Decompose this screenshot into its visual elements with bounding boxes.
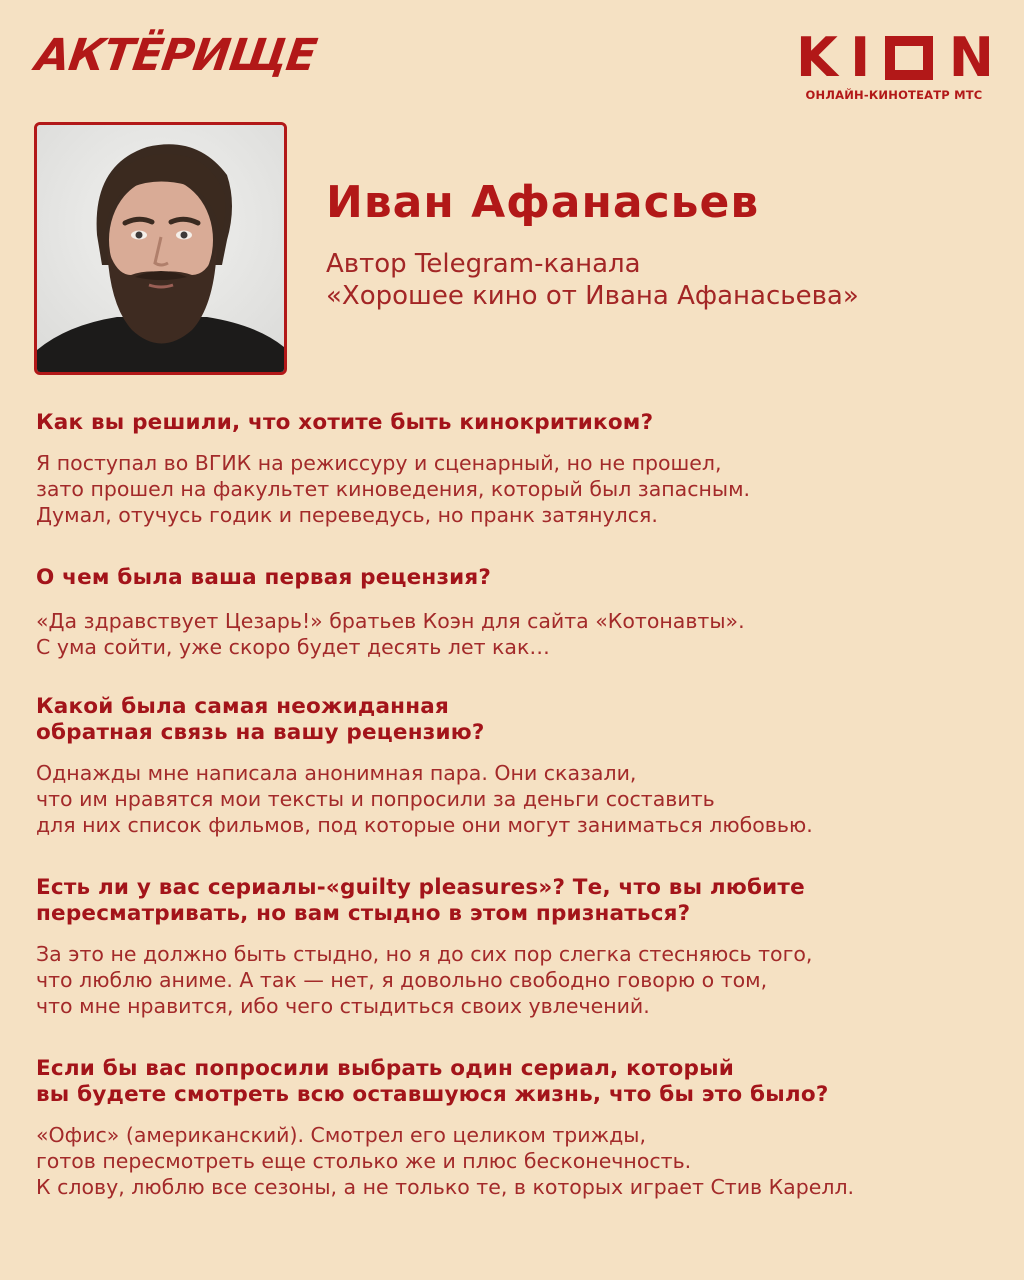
qa-block-4 <box>36 875 996 1019</box>
kion-letter-n: N <box>948 26 992 89</box>
subtitle-line-2: «Хорошее кино от Ивана Афанасьева» <box>326 281 859 311</box>
kion-logo <box>796 26 992 102</box>
kion-wordmark <box>796 26 992 89</box>
subtitle-line-1: Автор Telegram-канала <box>326 249 641 279</box>
person-subtitle <box>326 248 859 312</box>
portrait-photo <box>34 122 287 375</box>
aktyorishche-logo: АКТЁРИЩЕ <box>32 30 320 81</box>
answer-3: Однажды мне написала анонимная пара. Они сказали, что им нравятся мои тексты и попросили за деньги составить для них список фильмов, под которые они могут заниматься любовью. <box>36 761 813 837</box>
question-3: Какой была самая неожиданная обратная связь на вашу рецензию? <box>36 694 485 745</box>
kion-letter-i: I <box>850 26 869 89</box>
answer-2: «Да здравствует Цезарь!» братьев Коэн для сайта «Котонавты». С ума сойти, уже скоро будет десять лет как… <box>36 609 745 659</box>
portrait-illustration <box>37 125 284 372</box>
kion-letter-k: K <box>796 26 836 89</box>
question-1: Как вы решили, что хотите быть кинокритиком? <box>36 410 654 435</box>
answer-5: «Офис» (американский). Смотрел его целиком трижды, готов пересмотреть еще столько же и плюс бесконечность. К слову, люблю все сезоны, а не только те, в которых играет Стив Карелл. <box>36 1123 855 1199</box>
qa-block-1 <box>36 410 996 528</box>
qa-block-2 <box>36 565 996 660</box>
qa-block-5 <box>36 1056 996 1200</box>
answer-1: Я поступал во ВГИК на режиссуру и сценарный, но не прошел, зато прошел на факультет киноведения, который был запасным. Думал, отучусь годик и переведусь, но пранк затянулся. <box>36 451 751 527</box>
qa-block-3 <box>36 694 996 838</box>
answer-4: За это не должно быть стыдно, но я до сих пор слегка стесняюсь того, что люблю аниме. А так — нет, я довольно свободно говорю о том, что мне нравится, ибо чего стыдиться своих увлечений. <box>36 942 813 1018</box>
question-4: Есть ли у вас сериалы-«guilty pleasures»? Те, что вы любите пересматривать, но вам стыдно в этом признаться? <box>36 875 805 926</box>
question-2: О чем была ваша первая рецензия? <box>36 565 492 590</box>
question-5: Если бы вас попросили выбрать один сериал, который вы будете смотреть всю оставшуюся жизнь, что бы это было? <box>36 1056 829 1107</box>
kion-letter-o-block <box>885 36 933 80</box>
kion-tagline: ОНЛАЙН-КИНОТЕАТР МТС <box>805 88 983 102</box>
person-name: Иван Афанасьев <box>326 177 760 228</box>
